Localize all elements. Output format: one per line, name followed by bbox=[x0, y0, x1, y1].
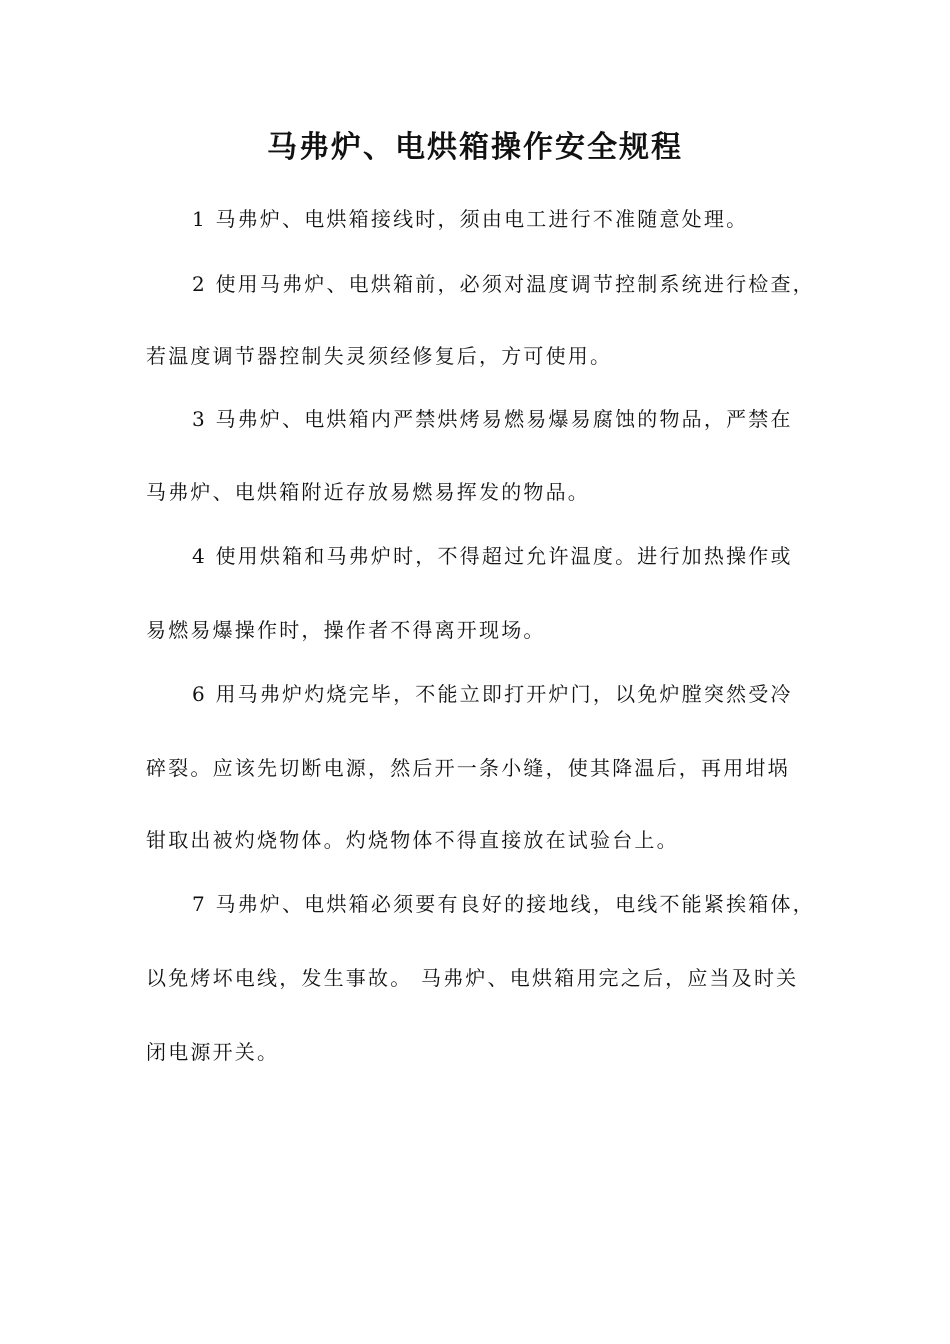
rule-7-line-3: 闭电源开关。 bbox=[146, 1040, 280, 1064]
rule-6-line-1: 6 用马弗炉灼烧完毕，不能立即打开炉门，以免炉膛突然受冷 bbox=[192, 682, 793, 706]
rule-3-line-2: 马弗炉、电烘箱附近存放易燃易挥发的物品。 bbox=[146, 480, 590, 504]
rule-3-line-1: 3 马弗炉、电烘箱内严禁烘烤易燃易爆易腐蚀的物品，严禁在 bbox=[192, 407, 793, 431]
rule-7-line-2: 以免烤坏电线，发生事故。 马弗炉、电烘箱用完之后，应当及时关 bbox=[146, 966, 799, 990]
rule-2-line-2: 若温度调节器控制失灵须经修复后，方可使用。 bbox=[146, 344, 613, 368]
rule-7-line-1: 7 马弗炉、电烘箱必须要有良好的接地线，电线不能紧挨箱体， bbox=[192, 892, 815, 916]
rule-6-line-2: 碎裂。应该先切断电源，然后开一条小缝，使其降温后，再用坩埚 bbox=[146, 756, 790, 780]
rule-2-line-1: 2 使用马弗炉、电烘箱前，必须对温度调节控制系统进行检查， bbox=[192, 272, 815, 296]
rule-4-line-2: 易燃易爆操作时，操作者不得离开现场。 bbox=[146, 618, 546, 642]
rule-4-line-1: 4 使用烘箱和马弗炉时，不得超过允许温度。进行加热操作或 bbox=[192, 544, 793, 568]
rule-1-line-1: 1 马弗炉、电烘箱接线时，须由电工进行不准随意处理。 bbox=[192, 207, 749, 231]
rule-6-line-3: 钳取出被灼烧物体。灼烧物体不得直接放在试验台上。 bbox=[146, 828, 679, 852]
document-title: 马弗炉、电烘箱操作安全规程 bbox=[267, 130, 683, 165]
